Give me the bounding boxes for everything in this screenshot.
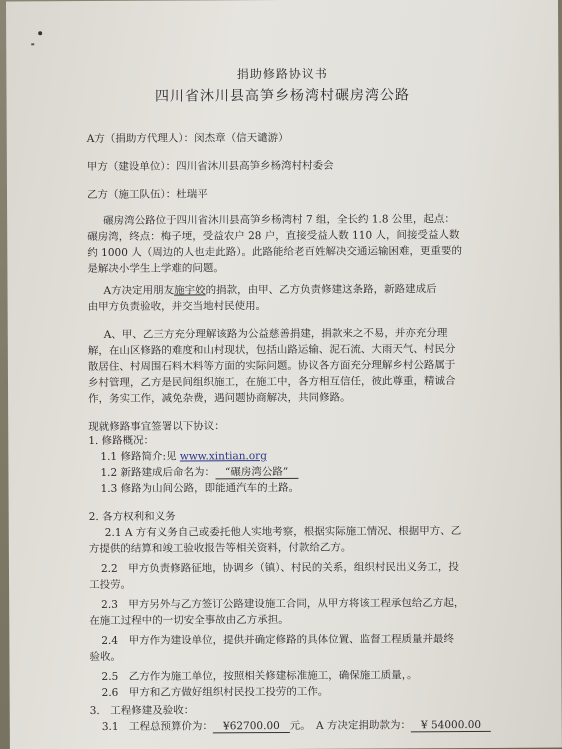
paragraph-line: 碾房湾，终点：梅子埂，受益农户 28 户，直接受益人数 110 人，间接受益人数: [87, 229, 460, 244]
document-subtitle: 四川省沐川县高笋乡杨湾村碾房湾公路: [154, 87, 411, 105]
friend-name: 施宇姣: [174, 284, 206, 297]
clause: 2.6 甲方和乙方做好组织村民投工投劳的工作。: [101, 685, 329, 699]
clause: 2.3 甲方另外与乙方签订公路建设施工合同，从甲方将该工程承包给乙方起，: [101, 597, 465, 611]
party-yi: 乙方（施工队伍）：杜瑞平: [86, 188, 208, 202]
agreement-intro: 现就修路事宜签署以下协议：: [88, 420, 225, 434]
section-heading: 1. 修路概况：: [88, 434, 155, 448]
clause: 方提供的结算和竣工验收报告等相关资料，付款给乙方。: [88, 541, 352, 556]
paragraph-line: 是解决小学生上学难的问题。: [87, 262, 224, 276]
paragraph-line: 解，在山区修路的难度和山村现状，包括山路运输、泥石流、大雨天气、村民分: [87, 343, 456, 358]
clause: 2.5 乙方作为施工单位，按照相关修建标准施工，确保施工质量，。: [101, 669, 418, 683]
document-title: 捐助修路协议书: [236, 66, 328, 82]
section-heading: 2. 各方权利和义务: [88, 510, 176, 524]
paragraph-line: A、甲、乙三方充分理解该路为公益慈善捐建，捐款来之不易，并亦充分理: [103, 327, 448, 341]
paragraph-line: 由甲方负责验收，并交当地村民使用。: [87, 300, 267, 314]
road-name: “碾房湾公路”: [215, 466, 298, 479]
clause: [102, 717, 491, 735]
ink-speck: [31, 43, 34, 45]
website-link[interactable]: www.xintian.org: [179, 450, 267, 463]
text: 3.1 工程总预算价为：: [101, 720, 214, 733]
paragraph-line: 作，务实工作，减免杂费，遇问题协商解决，共同修路。: [88, 391, 351, 406]
paragraph-line: 散居住、村周围石料木料等方面的实际问题。协议各方面充分理解乡村公路属于: [87, 359, 456, 374]
clause: [100, 464, 298, 481]
clause: 1.3 修路为山间公路，即能通汽车的土路。: [100, 481, 300, 495]
clause: 验收。: [89, 650, 121, 664]
clause: 2.2 甲方负责修路征地，协调乡（镇）、村民的关系，组织村民出义务工，投: [100, 561, 459, 575]
party-jia: 甲方（建设单位）：四川省沐川县高笋乡杨湾村村委会: [86, 159, 334, 174]
clause: 2.1 A 方有义务自己或委托他人实地考察，根据实际施工情况、根据甲方、乙: [104, 525, 462, 539]
party-a: A方（捐助方代理人）：闵杰章（信天谴游）: [86, 131, 289, 146]
paragraph-line: 乡村管理，乙方是民间组织施工，在施工中，各方相互信任，彼此尊重，精诚合: [87, 375, 456, 390]
text: 的捐款，由甲、乙方负责修建这条路，新路建成后: [205, 283, 437, 297]
document-page: [6, 0, 562, 749]
section-heading: 3. 工程修建及验收：: [89, 704, 195, 718]
clause: 2.4 甲方作为建设单位，提供并确定修路的具体位置、监督工程质量并最终: [101, 633, 455, 647]
text: 1.2 新路建成后命名为：: [100, 466, 216, 479]
clause: 工投劳。: [89, 578, 132, 592]
paragraph-line: 约 1000 人（周边的人也走此路）。此路能给老百姓解决交通运输困难，更重要的: [87, 245, 463, 260]
text: A方决定用朋友: [103, 284, 175, 297]
donation-amount: ¥ 54000.00: [411, 719, 491, 732]
ink-speck: [38, 31, 42, 35]
paragraph-line: [103, 281, 436, 299]
text: 1.1 修路简介:见: [100, 450, 180, 463]
text: 元。 A 方决定捐助款为：: [289, 719, 411, 732]
clause: [100, 448, 267, 465]
paragraph-line: 碾房湾公路位于四川省沐川县高笋乡杨湾村 7 组，全长约 1.8 公里，起点：: [103, 213, 455, 227]
clause: 在施工过程中的一切安全事故由乙方承担。: [89, 613, 289, 628]
budget-amount: ¥62700.00: [213, 720, 290, 733]
